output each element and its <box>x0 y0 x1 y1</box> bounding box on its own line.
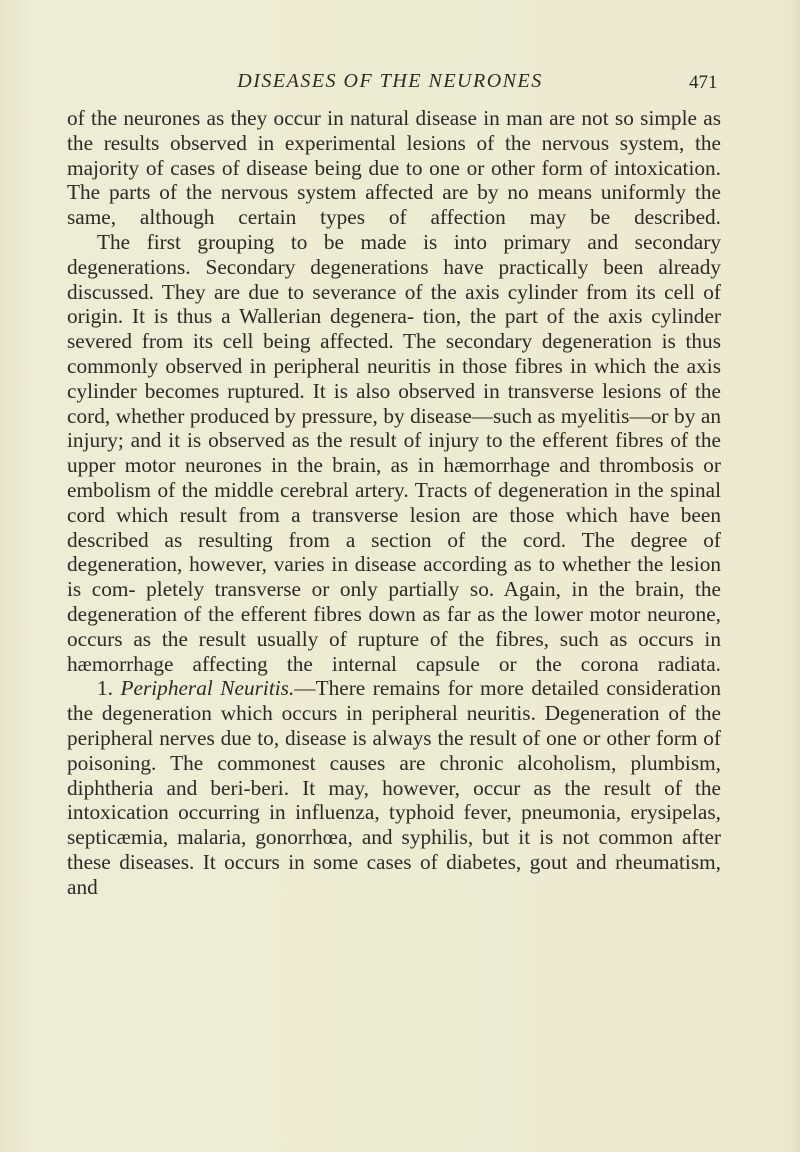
section-number: 1. <box>97 676 113 701</box>
running-title: DISEASES OF THE NEURONES <box>237 70 543 92</box>
body-text <box>67 106 721 900</box>
section-heading: Peripheral Neuritis. <box>120 676 295 701</box>
running-head <box>0 70 800 100</box>
paragraph-peripheral-neuritis <box>67 676 721 899</box>
page-number: 471 <box>689 72 718 93</box>
paragraph-continued: of the neurones as they occur in natural disease in man are not so simple as the results observed in experimental lesions of the nervous system, the majority of cases of disease being due to one or other form of intoxication. The parts of the nervous system affected are by no means uniformly the same, although certain types of affection may be described. <box>67 106 721 230</box>
paragraph-degenerations: The first grouping to be made is into primary and secondary degenerations. Secondary degenerations have practically been already discussed. They are due to severance of the axis cylinder from its cell of origin. It is thus a Wallerian degenera- tion, the part of the axis cylinder severed from its cell being affected. The secondary degeneration is thus commonly observed in peripheral neuritis in those fibres in which the axis cylinder becomes ruptured. It is also observed in transverse lesions of the cord, whether produced by pressure, by disease—such as myelitis—or by an injury; and it is observed as the result of injury to the efferent fibres of the upper motor neurones in the brain, as in hæmorrhage and thrombosis or embolism of the middle cerebral artery. Tracts of degeneration in the spinal cord which result from a transverse lesion are those which have been described as resulting from a section of the cord. The degree of degeneration, however, varies in disease according as to whether the lesion is com- pletely transverse or only partially so. Again, in the brain, the degeneration of the efferent fibres down as far as the lower motor neurone, occurs as the result usually of rupture of the fibres, such as occurs in hæmorrhage affecting the internal capsule or the corona radiata. <box>67 229 721 676</box>
page-edge-shadow <box>792 0 800 1152</box>
section-text: —There remains for more detailed consideration the degeneration which occurs in peripheral neuritis. Degeneration of the peripheral nerves due to, disease is always the result of one or other form of poisoning. The commonest causes are chronic alcoholism, plumbism, diphtheria and beri-beri. It may, however, occur as the result of the intoxication occurring in influenza, typhoid fever, pneumonia, erysipelas, septicæmia, malaria, gonorrhœa, and syphilis, but it is not common after these diseases. It occurs in some cases of diabetes, gout and rheumatism, and <box>67 676 722 899</box>
